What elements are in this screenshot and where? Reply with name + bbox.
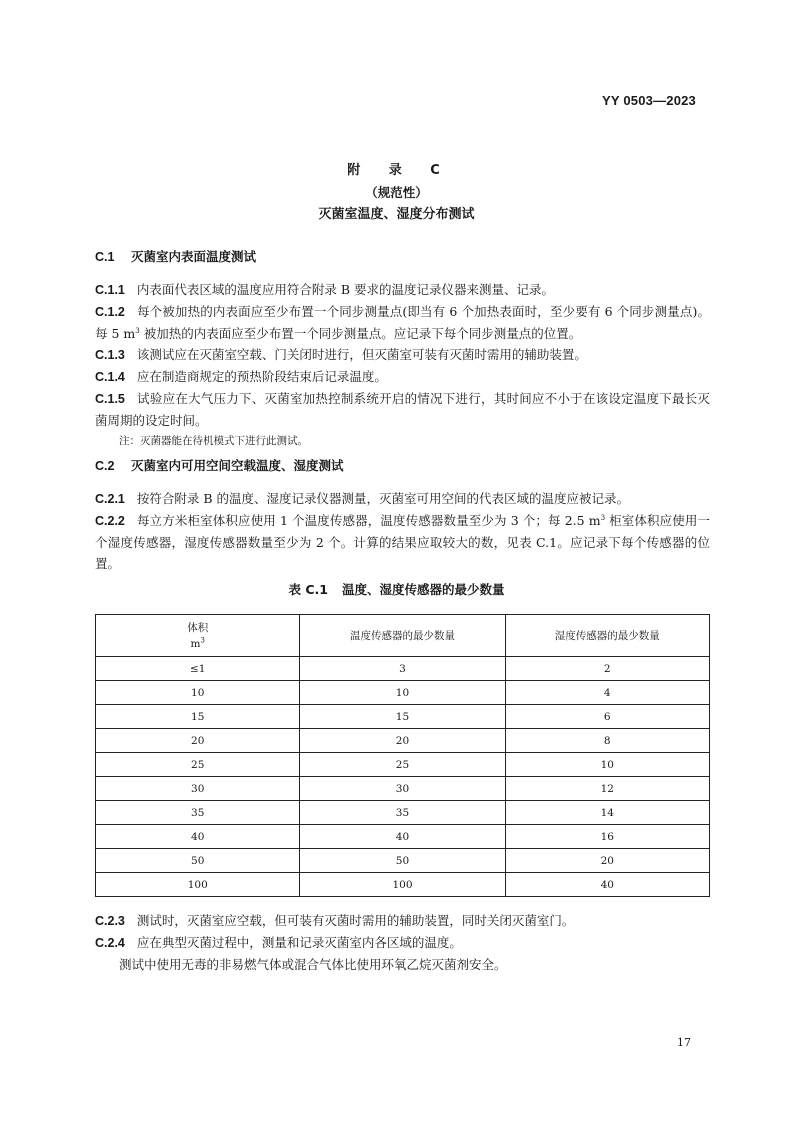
clause-number: C.1.5 <box>95 392 125 406</box>
table-row <box>96 753 710 777</box>
cell-volume: 30 <box>96 777 300 801</box>
clause-c2-3 <box>95 910 710 932</box>
clause-number: C.1.4 <box>95 370 125 384</box>
clause-c1-2 <box>95 301 710 344</box>
clause-text: 内表面代表区域的温度应用符合附录 B 要求的温度记录仪器来测量、记录。 <box>136 282 555 297</box>
cell-humidity: 16 <box>505 825 709 849</box>
cell-temp: 25 <box>300 753 505 777</box>
cell-humidity: 10 <box>505 753 709 777</box>
cell-temp: 10 <box>300 681 505 705</box>
clause-c1-5 <box>95 388 710 431</box>
note: 注：灭菌器能在待机模式下进行此测试。 <box>119 435 308 447</box>
cell-humidity: 8 <box>505 729 709 753</box>
table-row <box>96 849 710 873</box>
clause-text: 应在制造商规定的预热阶段结束后记录温度。 <box>136 369 387 384</box>
page-number: 17 <box>677 1036 691 1049</box>
clause-number: C.1.3 <box>95 348 125 362</box>
section-number: C.2 <box>95 459 115 473</box>
appendix-heading <box>0 160 793 226</box>
superscript: 3 <box>135 326 140 335</box>
cell-humidity: 14 <box>505 801 709 825</box>
table-header-row <box>96 615 710 657</box>
cell-temp: 40 <box>300 825 505 849</box>
clause-c2-4 <box>95 932 710 954</box>
clause-number: C.2.1 <box>95 492 125 506</box>
cell-volume: 40 <box>96 825 300 849</box>
cell-temp: 50 <box>300 849 505 873</box>
clause-c1-1 <box>95 279 710 301</box>
section-c2 <box>95 456 710 574</box>
header-humidity-sensors: 湿度传感器的最少数量 <box>505 615 709 657</box>
section-heading <box>95 247 710 267</box>
clause-text: 每立方米柜室体积应使用 1 个温度传感器，温度传感器数量至少为 3 个；每 2.5 m <box>136 513 601 528</box>
cell-volume: 25 <box>96 753 300 777</box>
cell-temp: 35 <box>300 801 505 825</box>
cell-temp: 30 <box>300 777 505 801</box>
clause-text: 应在典型灭菌过程中，测量和记录灭菌室内各区域的温度。 <box>136 935 462 950</box>
clause-c1-4 <box>95 366 710 388</box>
header-temp-sensors: 温度传感器的最少数量 <box>300 615 505 657</box>
standard-code: YY 0503—2023 <box>602 93 696 108</box>
clause-number: C.2.2 <box>95 514 125 528</box>
appendix-subject: 灭菌室温度、湿度分布测试 <box>318 207 475 222</box>
clause-number: C.2.3 <box>95 914 125 928</box>
table-number: 表 C.1 <box>288 582 328 597</box>
clause-c2-2 <box>95 510 710 574</box>
clause-number: C.2.4 <box>95 936 125 950</box>
section-c2-continued <box>95 910 710 975</box>
section-title: 灭菌室内可用空间空载温度、湿度测试 <box>131 458 344 473</box>
table-row <box>96 873 710 897</box>
clause-text: 测试时，灭菌室应空载，但可装有灭菌时需用的辅助装置，同时关闭灭菌室门。 <box>136 913 575 928</box>
table-row <box>96 705 710 729</box>
table-row <box>96 729 710 753</box>
cell-humidity: 2 <box>505 657 709 681</box>
section-title: 灭菌室内表面温度测试 <box>131 249 257 264</box>
cell-temp: 100 <box>300 873 505 897</box>
cell-temp: 15 <box>300 705 505 729</box>
cell-volume: ≤1 <box>96 657 300 681</box>
volume-unit: m <box>190 637 201 650</box>
table-title: 温度、湿度传感器的最少数量 <box>341 582 505 597</box>
cell-temp: 20 <box>300 729 505 753</box>
appendix-kind: （规范性） <box>365 185 428 200</box>
cell-volume: 100 <box>96 873 300 897</box>
trailing-paragraph: 测试中使用无毒的非易燃气体或混合气体比使用环氧乙烷灭菌剂安全。 <box>119 957 507 972</box>
cell-volume: 20 <box>96 729 300 753</box>
cell-humidity: 40 <box>505 873 709 897</box>
header-volume <box>96 615 300 657</box>
table-row <box>96 825 710 849</box>
cell-humidity: 12 <box>505 777 709 801</box>
clause-text: 柜室体积应使用一个湿度传感器，湿度传感器数量至少为 2 个。计算的结果应取较大的数，见表 C.1。应记录下每个传感器的位置。 <box>95 513 710 571</box>
clause-text: 试验应在大气压力下、灭菌室加热控制系统开启的情况下进行，其时间应不小于在该设定温度下最长灭菌周期的设定时间。 <box>95 391 710 428</box>
clause-number: C.1.2 <box>95 305 125 319</box>
clause-number: C.1.1 <box>95 283 125 297</box>
section-c1 <box>95 247 710 451</box>
clause-c2-1 <box>95 488 710 510</box>
superscript: 3 <box>200 636 205 644</box>
table-row <box>96 657 710 681</box>
table-row <box>96 801 710 825</box>
section-heading <box>95 456 710 476</box>
cell-volume: 50 <box>96 849 300 873</box>
table-caption <box>0 580 793 600</box>
superscript: 3 <box>600 513 606 522</box>
table-row <box>96 777 710 801</box>
clause-text: 被加热的内表面应至少布置一个同步测量点。应记录下每个同步测量点的位置。 <box>139 326 582 341</box>
cell-volume: 35 <box>96 801 300 825</box>
clause-c1-3 <box>95 344 710 366</box>
cell-humidity: 4 <box>505 681 709 705</box>
cell-humidity: 20 <box>505 849 709 873</box>
table-row <box>96 681 710 705</box>
section-number: C.1 <box>95 250 115 264</box>
cell-volume: 10 <box>96 681 300 705</box>
clause-text: 该测试应在灭菌室空载、门关闭时进行，但灭菌室可装有灭菌时需用的辅助装置。 <box>136 347 587 362</box>
volume-label: 体积 <box>187 621 209 634</box>
cell-humidity: 6 <box>505 705 709 729</box>
cell-temp: 3 <box>300 657 505 681</box>
cell-volume: 15 <box>96 705 300 729</box>
appendix-title: 附 录 C <box>347 163 446 178</box>
clause-text: 每个被加热的内表面应至少布置一个同步测量点(即当有 6 个加热表面时，至少要有 6 个同步测量点)。每 5 m <box>95 304 710 341</box>
clause-text: 按符合附录 B 的温度、湿度记录仪器测量，灭菌室可用空间的代表区域的温度应被记录。 <box>136 491 630 506</box>
sensor-count-table <box>95 614 710 897</box>
